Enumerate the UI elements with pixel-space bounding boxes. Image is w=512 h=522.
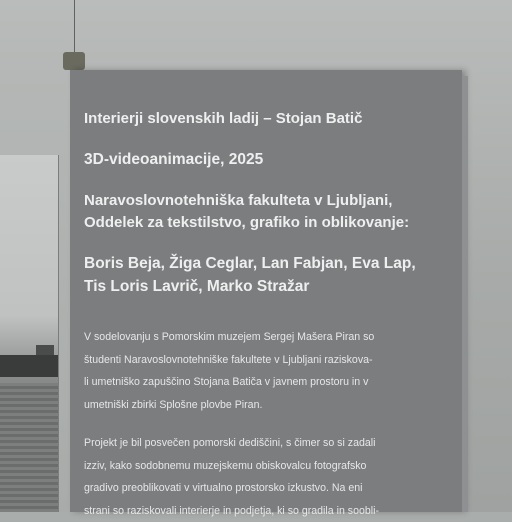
authors-line-2: Tis Loris Lavrič, Marko Stražar	[84, 276, 309, 298]
panel-side-edge	[462, 76, 468, 512]
institution-line-1: Naravoslovnotehniška fakulteta v Ljubljani,	[84, 190, 392, 212]
paragraph-2-line: gradivo preoblikovati v virtualno prostorsko izkustvo. Na eni	[84, 477, 424, 500]
paragraph-1-line: študenti Naravoslovnotehniške fakultete v Ljubljani raziskova-	[84, 349, 424, 372]
panel-subtitle: 3D-videoanimacije, 2025	[84, 149, 263, 171]
paragraph-1-line: V sodelovanju s Pomorskim muzejem Sergej Mašera Piran so	[84, 326, 424, 349]
hanging-clip	[63, 52, 85, 70]
paragraph-2-line: strani so raziskovali interierje in podjetja, ki so gradila in soobli-	[84, 500, 424, 522]
authors-line-1: Boris Beja, Žiga Ceglar, Lan Fabjan, Eva Lap,	[84, 253, 416, 275]
paragraph-1-line: li umetniško zapuščino Stojana Batiča v javnem prostoru in v	[84, 371, 424, 394]
institution-line-2: Oddelek za tekstilstvo, grafiko in oblikovanje:	[84, 212, 409, 234]
paragraph-1	[84, 326, 424, 416]
hanging-wire	[74, 0, 75, 60]
paragraph-1-line: umetniški zbirki Splošne plovbe Piran.	[84, 394, 424, 417]
ship-hull	[0, 355, 58, 377]
paragraph-2-line: izziv, kako sodobnemu muzejskemu obiskovalcu fotografsko	[84, 455, 424, 478]
sea-water	[0, 383, 58, 512]
paragraph-2	[84, 432, 424, 522]
paragraph-2-line: Projekt je bil posvečen pomorski dediščini, s čimer so si zadali	[84, 432, 424, 455]
panel-title: Interierji slovenskih ladij – Stojan Batič	[84, 108, 362, 130]
ship-photograph	[0, 155, 59, 512]
